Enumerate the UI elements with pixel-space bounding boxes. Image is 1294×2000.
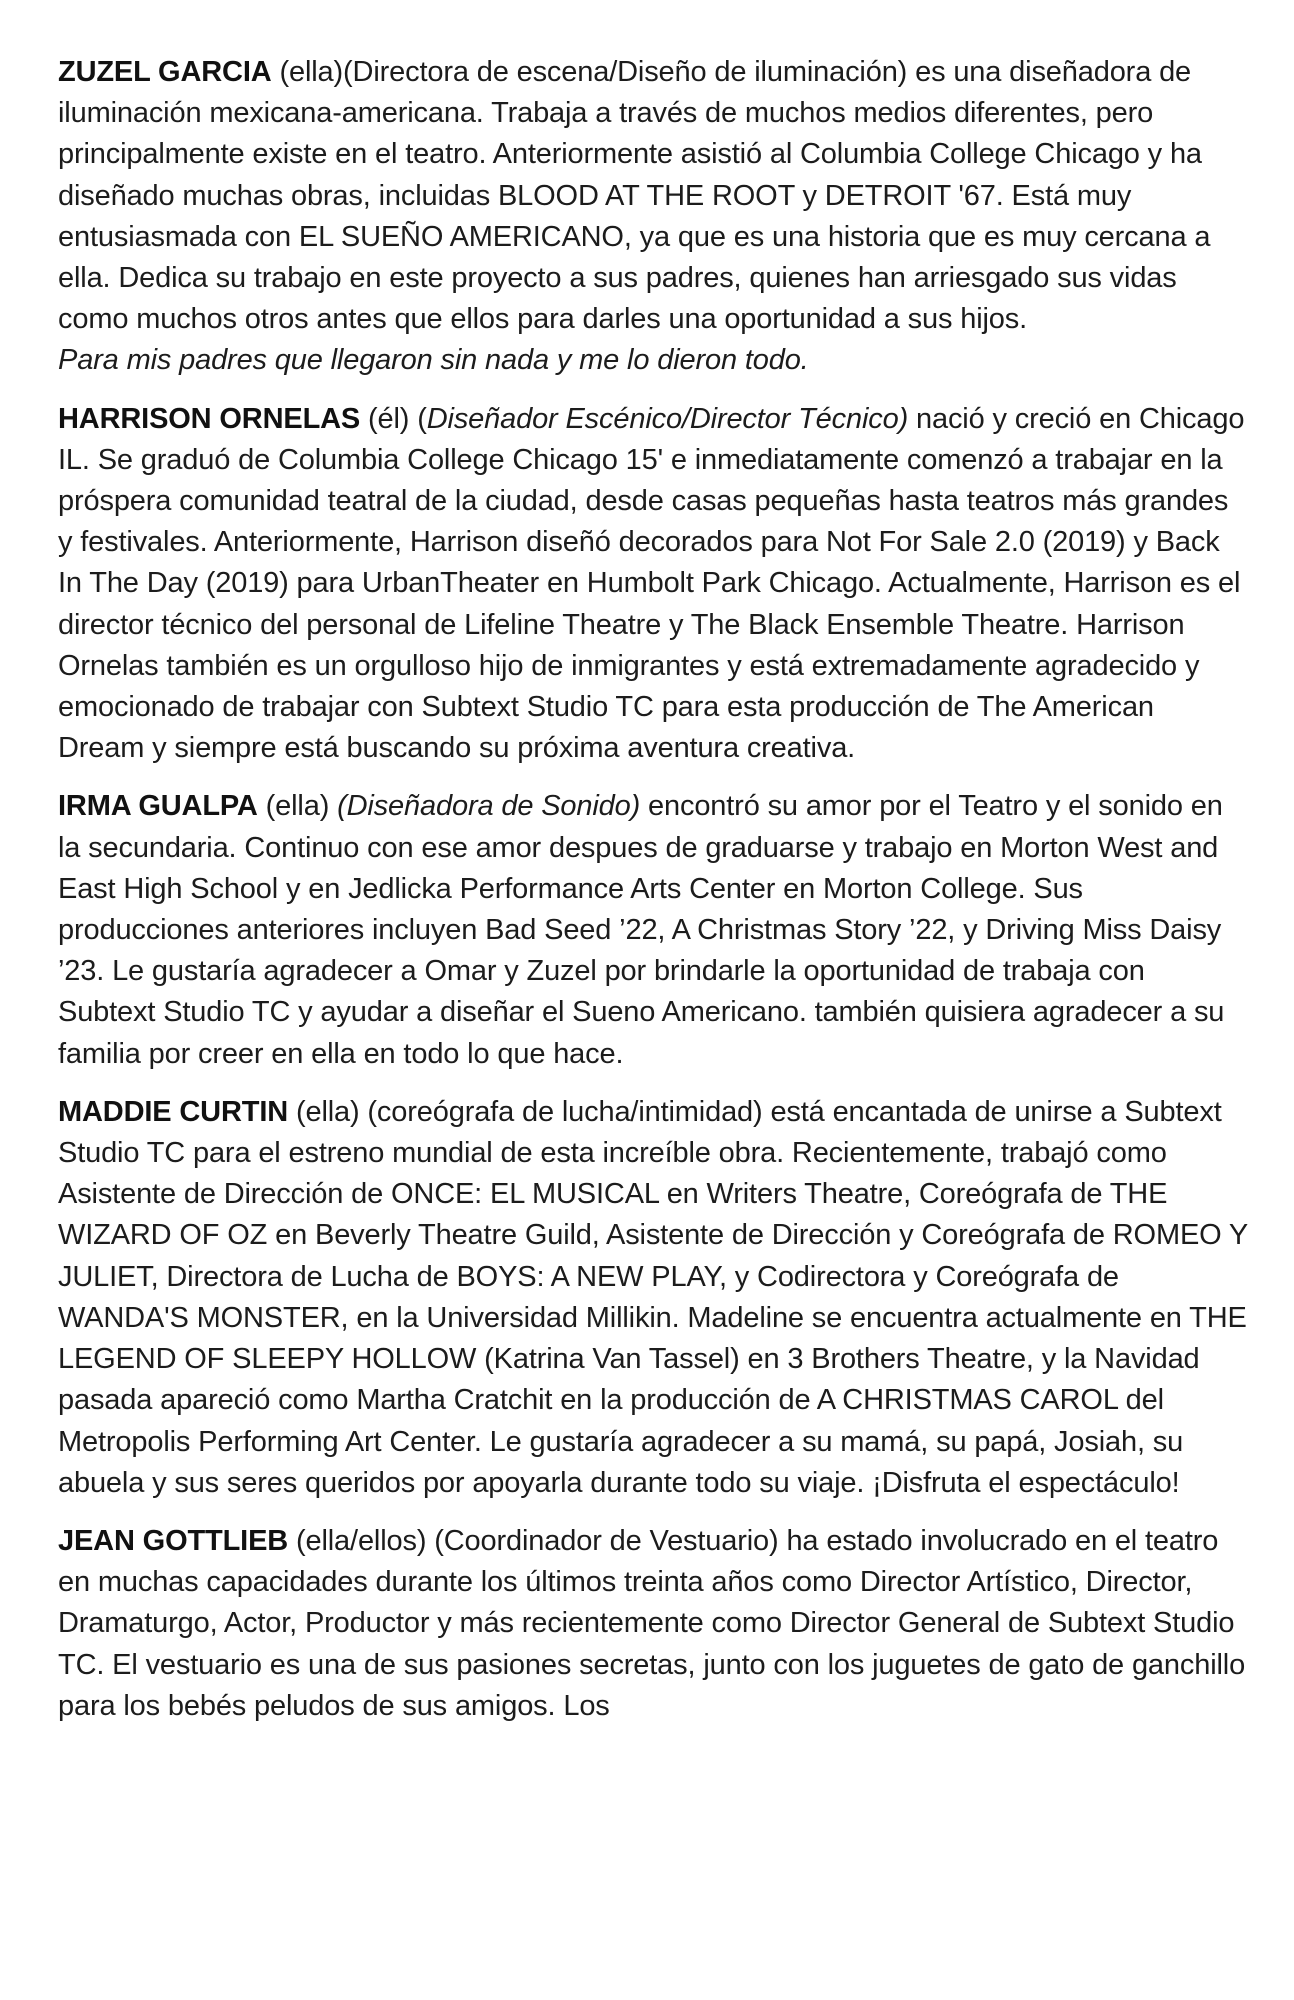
- bio-name: JEAN GOTTLIEB: [58, 1524, 289, 1557]
- bio-text: (ella): [257, 790, 338, 823]
- bio-text: (él) (: [360, 402, 427, 435]
- bio-irma-gualpa: [58, 786, 1248, 1074]
- bio-jean-gottlieb: [58, 1521, 1248, 1727]
- bio-name: MADDIE CURTIN: [58, 1095, 289, 1128]
- bio-text: (ella) (coreógrafa de lucha/intimidad) está encantada de unirse a Subtext Studio TC para el estreno mundial de esta increíble obra. Recientemente, trabajó como Asistente de Dirección de ONCE: EL MUSICAL en Writers Theatre, Coreógrafa de THE WIZARD OF OZ en Beverly Theatre Guild, Asistente de Dirección y Coreógrafa de ROMEO Y JULIET, Directora de Lucha de BOYS: A NEW PLAY, y Codirectora y Coreógrafa de WANDA'S MONSTER, en la Universidad Millikin. Madeline se encuentra actualmente en THE LEGEND OF SLEEPY HOLLOW (Katrina Van Tassel) en 3 Brothers Theatre, y la Navidad pasada apareció como Martha Cratchit en la producción de A CHRISTMAS CAROL del Metropolis Performing Art Center. Le gustaría agradecer a su mamá, su papá, Josiah, su abuela y sus seres queridos por apoyarla durante todo su viaje. ¡Disfruta el espectáculo!: [58, 1095, 1248, 1499]
- bio-role: Diseñador Escénico/Director Técnico): [426, 402, 909, 435]
- bio-text: nació y creció en Chicago IL. Se graduó de Columbia College Chicago 15' e inmediatamente comenzó a trabajar en la próspera comunidad teatral de la ciudad, desde casas pequeñas hasta teatros más grandes y festivales. Anteriormente, Harrison diseñó decorados para Not For Sale 2.0 (2019) y Back In The Day (2019) para UrbanTheater en Humbolt Park Chicago. Actualmente, Harrison es el director técnico del personal de Lifeline Theatre y The Black Ensemble Theatre. Harrison Ornelas también es un orgulloso hijo de inmigrantes y está extremadamente agradecido y emocionado de trabajar con Subtext Studio TC para esta producción de The American Dream y siempre está buscando su próxima aventura creativa.: [58, 402, 1245, 765]
- bio-text: (ella/ellos) (Coordinador de Vestuario) ha estado involucrado en el teatro en muchas capacidades durante los últimos treinta años como Director Artístico, Director, Dramaturgo, Actor, Productor y más recientemente como Director General de Subtext Studio TC. El vestuario es una de sus pasiones secretas, junto con los juguetes de gato de ganchillo para los bebés peludos de sus amigos. Los: [58, 1524, 1246, 1722]
- bio-text: encontró su amor por el Teatro y el sonido en la secundaria. Continuo con ese amor despues de graduarse y trabajo en Morton West and East High School y en Jedlicka Performance Arts Center en Morton College. Sus producciones anteriores incluyen Bad Seed ’22, A Christmas Story ’22, y Driving Miss Daisy ’23. Le gustaría agradecer a Omar y Zuzel por brindarle la oportunidad de trabaja con Subtext Studio TC y ayudar a diseñar el Sueno Americano. también quisiera agradecer a su familia por creer en ella en todo lo que hace.: [58, 790, 1225, 1070]
- bio-name: HARRISON ORNELAS: [58, 402, 361, 435]
- bio-name: ZUZEL GARCIA: [58, 56, 272, 88]
- bio-dedication: Para mis padres que llegaron sin nada y me lo dieron todo.: [58, 344, 809, 377]
- document-page: [58, 52, 1248, 1744]
- bio-text: (ella)(Directora de escena/Diseño de iluminación) es una diseñadora de iluminación mexicana-americana. Trabaja a través de muchos medios diferentes, pero principalmente existe en el teatro. Anteriormente asistió al Columbia College Chicago y ha diseñado muchas obras, incluidas BLOOD AT THE ROOT y DETROIT '67. Está muy entusiasmada con EL SUEÑO AMERICANO, ya que es una historia que es muy cercana a ella. Dedica su trabajo en este proyecto a sus padres, quienes han arriesgado sus vidas como muchos otros antes que ellos para darles una oportunidad a sus hijos.: [58, 56, 1211, 336]
- bio-harrison-ornelas: [58, 399, 1248, 770]
- bio-zuzel-garcia: [58, 52, 1248, 382]
- bio-maddie-curtin: [58, 1092, 1248, 1504]
- bio-role: (Diseñadora de Sonido): [337, 790, 641, 823]
- bio-name: IRMA GUALPA: [58, 790, 258, 823]
